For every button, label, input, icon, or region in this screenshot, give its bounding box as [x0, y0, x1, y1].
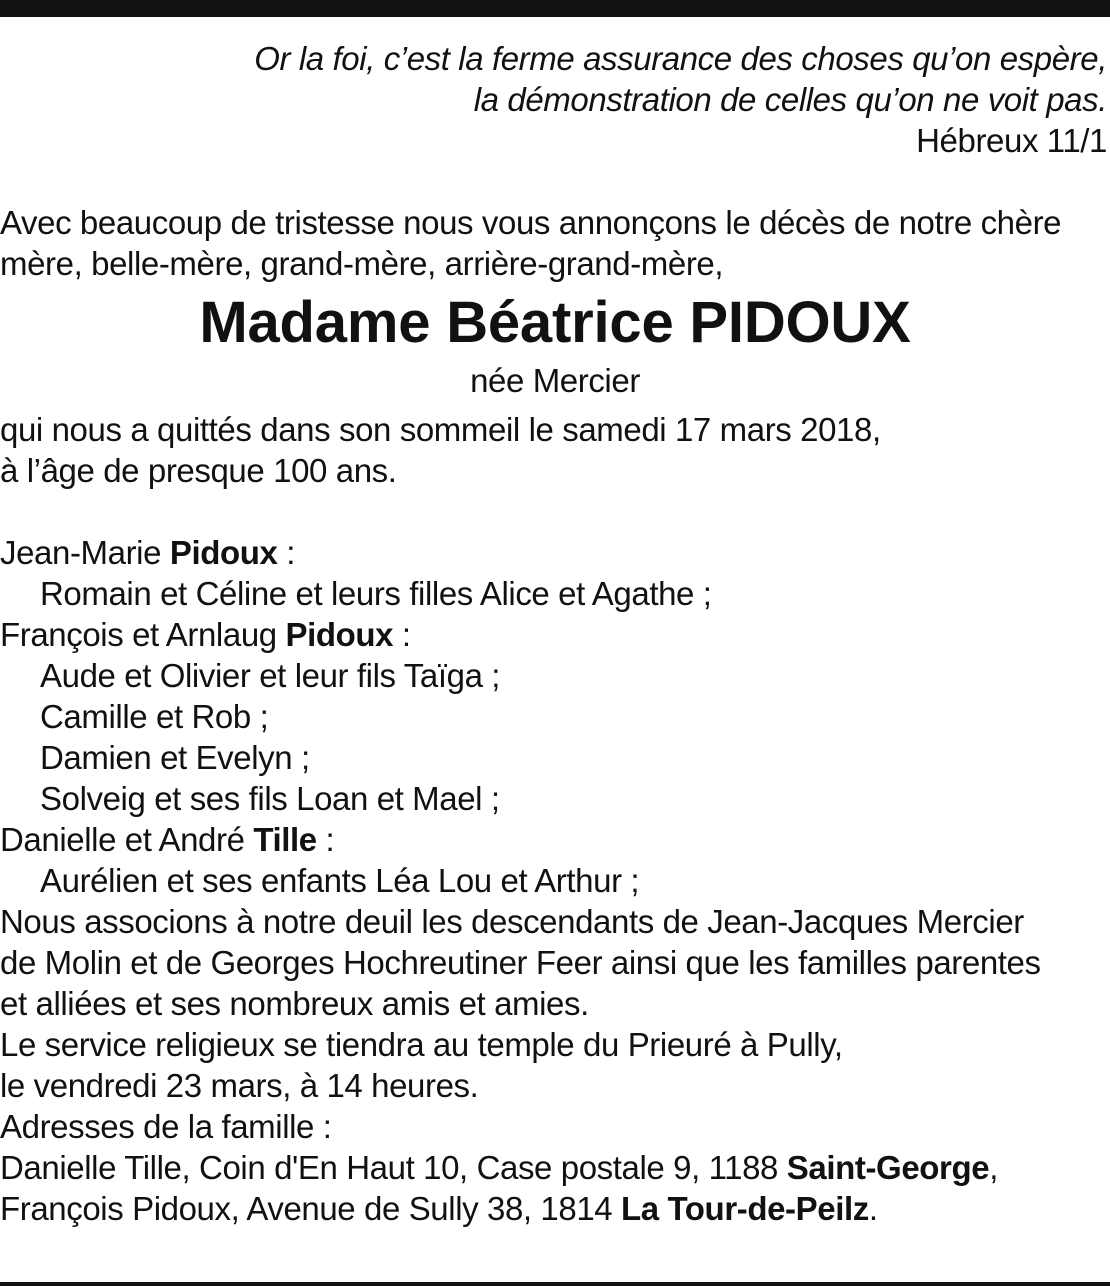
- verse-line-2: la démonstration de celles qu’on ne voit pas.: [473, 81, 1107, 118]
- association-line-2: de Molin et de Georges Hochreutiner Feer ainsi que les familles parentes: [0, 944, 1041, 981]
- intro-line-2: mère, belle-mère, grand-mère, arrière-grand-mère,: [0, 245, 724, 282]
- family-list: [0, 532, 1110, 901]
- family-descendants: Aude et Olivier et leur fils Taïga ;: [40, 657, 501, 694]
- maiden-name: née Mercier: [470, 362, 640, 399]
- top-rule: [0, 0, 1110, 17]
- member-suffix: :: [316, 821, 335, 858]
- address-text: François Pidoux, Avenue de Sully 38, 1814: [0, 1190, 622, 1227]
- service-line-1: Le service religieux se tiendra au temple du Prieuré à Pully,: [0, 1026, 843, 1063]
- death-line-2: à l’âge de presque 100 ans.: [0, 452, 397, 489]
- member-first-name: Danielle et André: [0, 821, 254, 858]
- association-line-3: et alliées et ses nombreux amis et amies.: [0, 985, 589, 1022]
- address-danielle: [0, 1147, 1110, 1188]
- service-line-2: le vendredi 23 mars, à 14 heures.: [0, 1067, 479, 1104]
- family-member-jean-marie: [0, 532, 1110, 573]
- obituary-notice: [0, 38, 1110, 1229]
- deceased-name: Madame Béatrice PIDOUX: [199, 290, 911, 355]
- member-surname: Pidoux: [285, 616, 394, 653]
- addresses-heading: Adresses de la famille :: [0, 1108, 332, 1145]
- intro-line-1: Avec beaucoup de tristesse nous vous annonçons le décès de notre chère: [0, 204, 1062, 241]
- association-paragraph: [0, 901, 1110, 1024]
- death-paragraph: [0, 409, 1110, 491]
- verse-reference: Hébreux 11/1: [916, 122, 1107, 159]
- service-paragraph: [0, 1024, 1110, 1106]
- address-city: Saint-George: [786, 1149, 990, 1186]
- family-descendants: Damien et Evelyn ;: [40, 739, 310, 776]
- address-suffix: ,: [989, 1149, 998, 1186]
- family-descendants: Camille et Rob ;: [40, 698, 269, 735]
- intro-paragraph: [0, 202, 1110, 284]
- member-surname: Pidoux: [169, 534, 278, 571]
- death-line-1: qui nous a quittés dans son sommeil le samedi 17 mars 2018,: [0, 411, 881, 448]
- family-descendants: Solveig et ses fils Loan et Mael ;: [40, 780, 500, 817]
- family-descendants: Aurélien et ses enfants Léa Lou et Arthur ;: [40, 862, 640, 899]
- bible-verse: [0, 38, 1110, 161]
- bottom-rule: [0, 1282, 1110, 1286]
- verse-line-1: Or la foi, c’est la ferme assurance des choses qu’on espère,: [254, 40, 1107, 77]
- member-suffix: :: [393, 616, 411, 653]
- association-line-1: Nous associons à notre deuil les descendants de Jean-Jacques Mercier: [0, 903, 1024, 940]
- address-text: Danielle Tille, Coin d'En Haut 10, Case postale 9, 1188: [0, 1149, 787, 1186]
- family-member-francois: [0, 614, 1110, 655]
- member-suffix: :: [277, 534, 295, 571]
- address-suffix: .: [868, 1190, 878, 1227]
- member-first-name: François et Arnlaug: [0, 616, 286, 653]
- family-descendants: Romain et Céline et leurs filles Alice et Agathe ;: [40, 575, 712, 612]
- address-city: La Tour-de-Peilz: [621, 1190, 869, 1227]
- member-first-name: Jean-Marie: [0, 534, 170, 571]
- addresses-section: [0, 1106, 1110, 1229]
- member-surname: Tille: [253, 821, 317, 858]
- family-member-danielle: [0, 819, 1110, 860]
- address-francois: [0, 1188, 1110, 1229]
